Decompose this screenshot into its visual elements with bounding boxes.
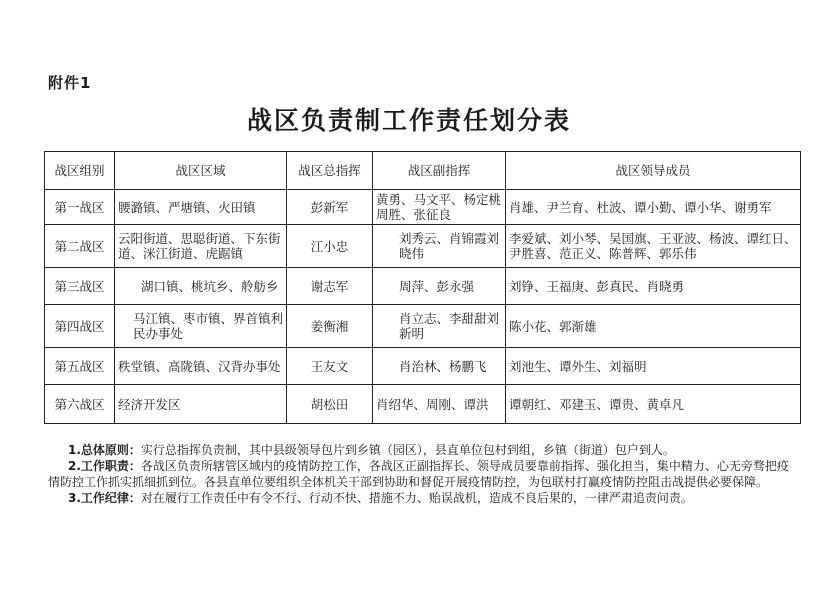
cell-commander: 姜衡湘 xyxy=(287,305,373,348)
table-row xyxy=(45,305,801,348)
note-label: 2.工作职责： xyxy=(68,459,141,473)
note-label: 1.总体原则： xyxy=(68,443,141,457)
note-item xyxy=(48,442,798,458)
cell-group: 第一战区 xyxy=(45,190,115,225)
cell-members: 李爱斌、刘小琴、吴国旗、王亚波、杨波、谭红日、尹胜喜、范正义、陈普辉、郭乐伟 xyxy=(506,225,801,268)
cell-group: 第五战区 xyxy=(45,348,115,385)
cell-area: 腰潞镇、严塘镇、火田镇 xyxy=(115,190,287,225)
cell-members: 刘铮、王福庚、彭真民、肖晓勇 xyxy=(506,268,801,305)
notes-section xyxy=(48,442,798,506)
cell-members: 陈小花、郭渐雄 xyxy=(506,305,801,348)
cell-group: 第二战区 xyxy=(45,225,115,268)
header-members: 战区领导成员 xyxy=(506,152,801,190)
note-item xyxy=(48,458,798,490)
table-header-row xyxy=(45,152,801,190)
table-row xyxy=(45,348,801,385)
responsibility-table xyxy=(44,151,801,424)
header-commander: 战区总指挥 xyxy=(287,152,373,190)
cell-members: 谭朝红、邓建玉、谭贵、黄卓凡 xyxy=(506,385,801,424)
cell-deputy: 肖立志、李甜甜刘新明 xyxy=(373,305,506,348)
note-item xyxy=(48,490,798,506)
cell-group: 第六战区 xyxy=(45,385,115,424)
header-area: 战区区域 xyxy=(115,152,287,190)
table-row xyxy=(45,190,801,225)
cell-members: 刘池生、谭外生、刘福明 xyxy=(506,348,801,385)
cell-commander: 王友文 xyxy=(287,348,373,385)
note-text: 各战区负责所辖管区域内的疫情防控工作，各战区正副指挥长、领导成员要靠前指挥、强化担当，集中精力、心无旁骛把疫情防控工作抓实抓细抓到位。各县直单位要组织全体机关干部到协助和督促开展疫情防控，为包联村打赢疫情防控阻击战提供必要保障。 xyxy=(48,459,789,489)
cell-commander: 谢志军 xyxy=(287,268,373,305)
header-group: 战区组别 xyxy=(45,152,115,190)
cell-commander: 彭新军 xyxy=(287,190,373,225)
header-deputy: 战区副指挥 xyxy=(373,152,506,190)
cell-area: 经济开发区 xyxy=(115,385,287,424)
document-title: 战区负责制工作责任划分表 xyxy=(246,106,571,135)
cell-area: 马江镇、枣市镇、界首镇利民办事处 xyxy=(115,305,287,348)
cell-deputy: 肖绍华、周刚、谭洪 xyxy=(373,385,506,424)
note-text: 对在履行工作责任中有令不行、行动不快、措施不力、贻误战机，造成不良后果的，一律严肃追责问责。 xyxy=(140,491,693,505)
cell-deputy: 肖治林、杨鹏飞 xyxy=(373,348,506,385)
cell-area: 湖口镇、桃坑乡、舲舫乡 xyxy=(115,268,287,305)
cell-members: 肖雄、尹兰育、杜波、谭小勤、谭小华、谢勇军 xyxy=(506,190,801,225)
table-row xyxy=(45,268,801,305)
table-row xyxy=(45,225,801,268)
attachment-label: 附件1 xyxy=(48,74,92,92)
cell-area: 秩堂镇、高陇镇、汉背办事处 xyxy=(115,348,287,385)
cell-area: 云阳街道、思聪街道、下东街道、洣江街道、虎踞镇 xyxy=(115,225,287,268)
cell-group: 第三战区 xyxy=(45,268,115,305)
cell-deputy: 周萍、彭永强 xyxy=(373,268,506,305)
cell-commander: 胡松田 xyxy=(287,385,373,424)
note-label: 3.工作纪律： xyxy=(68,491,141,505)
table-row xyxy=(45,385,801,424)
cell-deputy: 刘秀云、肖锦霞刘晓伟 xyxy=(373,225,506,268)
cell-deputy: 黄勇、马文平、杨定桃周胜、张征良 xyxy=(373,190,506,225)
cell-group: 第四战区 xyxy=(45,305,115,348)
cell-commander: 江小忠 xyxy=(287,225,373,268)
note-text: 实行总指挥负责制，其中县级领导包片到乡镇（园区），县直单位包村到组，乡镇（街道）包户到人。 xyxy=(140,443,675,457)
